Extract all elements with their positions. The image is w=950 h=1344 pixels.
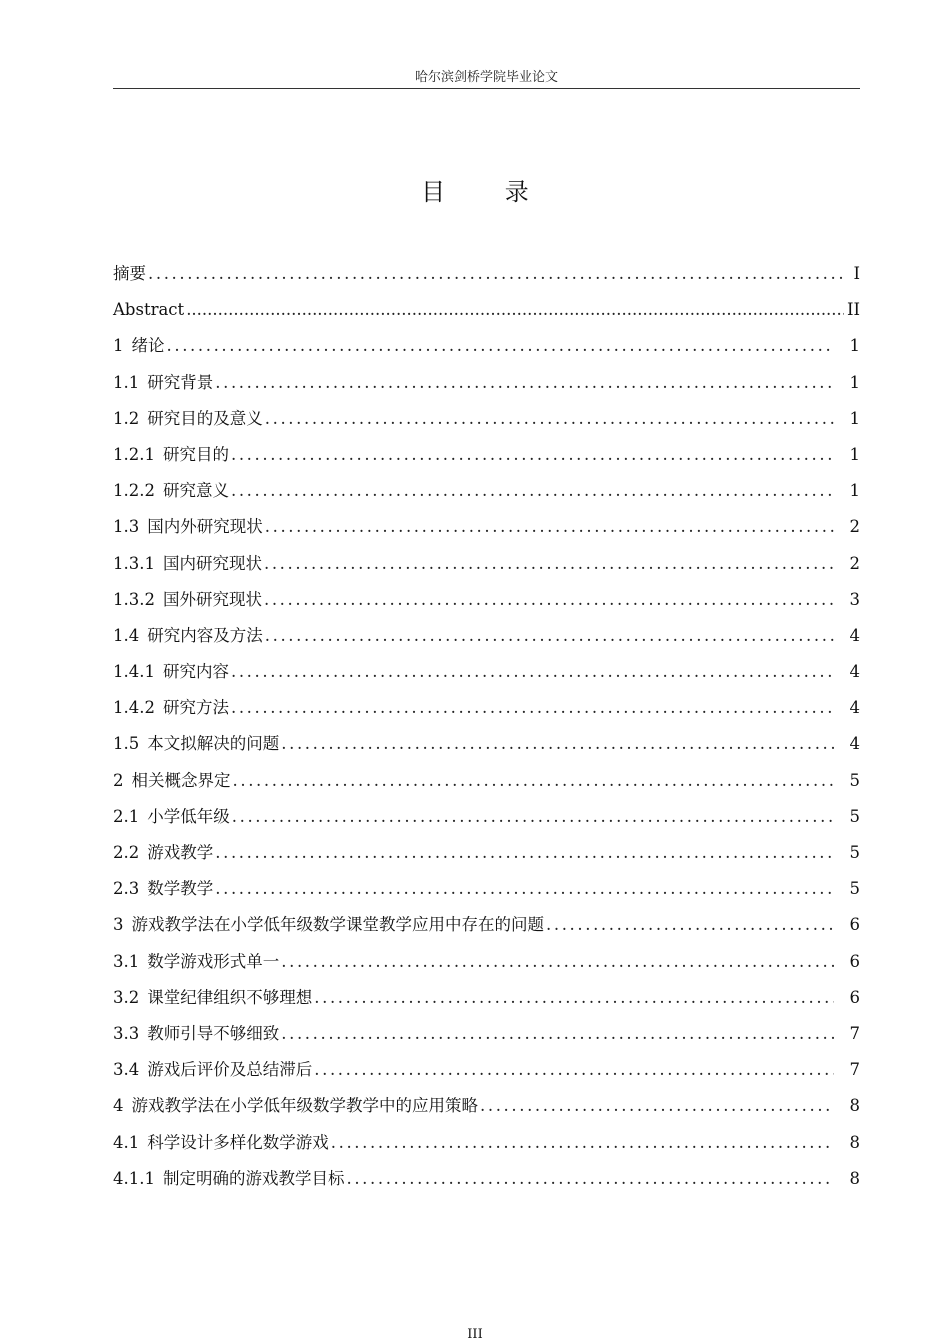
toc-entry[interactable] [113, 980, 860, 1016]
toc-entry[interactable] [113, 1161, 860, 1197]
leader-dots [265, 401, 834, 437]
toc-entry-page: 1 [849, 408, 860, 428]
toc-entry-label: 课堂纪律组织不够理想 [147, 987, 313, 1007]
leader-dots [265, 618, 834, 654]
toc-entry[interactable] [113, 509, 860, 545]
toc-entry-number: 4 [113, 1096, 124, 1116]
leader-dots [281, 944, 834, 980]
leader-dots [148, 256, 844, 292]
toc-entry-page: 8 [849, 1168, 860, 1188]
leader-dots [346, 1161, 834, 1197]
toc-entry[interactable] [113, 763, 860, 799]
toc-entry-label: 摘要 [113, 264, 146, 283]
toc-entry-number: 1.3.1 [113, 553, 155, 573]
toc-entry[interactable] [113, 835, 860, 871]
table-of-contents [113, 256, 860, 1197]
toc-entry-page: 1 [849, 481, 860, 501]
toc-entry-page: 5 [849, 843, 860, 862]
toc-entry[interactable] [113, 365, 860, 401]
toc-entry-label: 游戏后评价及总结滞后 [147, 1060, 313, 1080]
toc-entry-number: 3.4 [113, 1060, 140, 1080]
toc-entry-number: 1 [113, 336, 124, 356]
header-rule [113, 88, 860, 89]
toc-entry[interactable] [113, 1088, 860, 1124]
toc-entry-page: 4 [849, 698, 860, 718]
toc-entry-label: 本文拟解决的问题 [147, 734, 280, 754]
toc-entry-page: 8 [849, 1096, 860, 1116]
leader-dots [231, 473, 834, 509]
toc-entry-number: 1.2.2 [113, 481, 155, 501]
toc-entry[interactable] [113, 437, 860, 473]
toc-entry[interactable] [113, 582, 860, 618]
toc-entry[interactable] [113, 871, 860, 907]
toc-entry[interactable] [113, 618, 860, 654]
toc-entry-page: 4 [849, 662, 860, 682]
toc-entry-number: 1.3 [113, 517, 140, 537]
toc-entry[interactable] [113, 473, 860, 509]
leader-dots [231, 654, 834, 690]
leader-dots [231, 437, 834, 473]
toc-entry-number: 1.2.1 [113, 444, 155, 464]
toc-entry-page: 1 [849, 336, 860, 356]
toc-entry-label: 研究目的 [162, 444, 229, 464]
toc-entry-number: 2.2 [113, 843, 140, 862]
toc-entry[interactable] [113, 546, 860, 582]
toc-entry-page: II [846, 300, 860, 320]
toc-entry-label: 小学低年级 [147, 806, 230, 826]
leader-dots [546, 907, 834, 943]
toc-entry-label: 国内研究现状 [162, 553, 262, 573]
toc-entry-label: 研究内容及方法 [147, 625, 263, 645]
leader-dots [314, 980, 834, 1016]
toc-entry-label: 数学教学 [147, 879, 214, 899]
toc-entry-label: 研究背景 [147, 372, 214, 392]
toc-entry-number: 3 [113, 915, 124, 935]
toc-entry-number: 1.3.2 [113, 589, 155, 609]
toc-entry-label: 相关概念界定 [131, 770, 231, 790]
toc-entry-label: 研究意义 [162, 481, 229, 501]
leader-dots [215, 365, 834, 401]
leader-dots [215, 835, 834, 871]
toc-entry-number: 3.3 [113, 1023, 140, 1043]
toc-entry-page: 1 [849, 372, 860, 392]
toc-entry-label: Abstract [113, 300, 185, 320]
toc-entry-number: 2.3 [113, 879, 140, 899]
toc-entry-number: 3.2 [113, 987, 140, 1007]
toc-entry-number: 4.1 [113, 1132, 140, 1152]
toc-entry[interactable] [113, 726, 860, 762]
leader-dots [480, 1088, 834, 1124]
toc-entry-page: 6 [849, 915, 860, 935]
leader-dots [281, 1016, 834, 1052]
toc-entry-label: 科学设计多样化数学游戏 [147, 1132, 329, 1152]
leader-dots [265, 509, 834, 545]
toc-entry-page: 3 [849, 589, 860, 609]
leader-dots [231, 690, 834, 726]
toc-entry-page: 4 [849, 625, 860, 645]
leader-dots [167, 328, 835, 364]
leader-dots [264, 582, 834, 618]
toc-entry-number: 1.4.1 [113, 662, 155, 682]
toc-entry-label: 游戏教学法在小学低年级数学课堂教学应用中存在的问题 [131, 915, 544, 935]
toc-entry-page: 2 [849, 517, 860, 537]
toc-entry-label: 教师引导不够细致 [147, 1023, 280, 1043]
toc-entry[interactable] [113, 256, 860, 292]
toc-entry-label: 研究方法 [162, 698, 229, 718]
toc-entry[interactable] [113, 1052, 860, 1088]
toc-entry[interactable] [113, 799, 860, 835]
toc-entry[interactable] [113, 1125, 860, 1161]
leader-dots [186, 292, 844, 328]
toc-entry-page: 6 [849, 951, 860, 971]
toc-entry-number: 1.5 [113, 734, 140, 754]
page-number: III [467, 1327, 483, 1342]
running-header: 哈尔滨剑桥学院毕业论文 [414, 70, 558, 85]
toc-entry-page: 8 [849, 1132, 860, 1152]
toc-entry[interactable] [113, 690, 860, 726]
toc-entry-label: 绪论 [131, 336, 165, 356]
leader-dots [215, 871, 834, 907]
toc-entry-label: 国外研究现状 [162, 589, 262, 609]
leader-dots [264, 546, 834, 582]
toc-entry-page: 6 [849, 987, 860, 1007]
toc-entry-number: 1.2 [113, 408, 140, 428]
toc-entry[interactable] [113, 907, 860, 943]
toc-entry-label: 研究目的及意义 [147, 408, 263, 428]
toc-entry-page: 7 [849, 1023, 860, 1043]
toc-entry-label: 制定明确的游戏教学目标 [162, 1168, 345, 1188]
leader-dots [281, 726, 834, 762]
toc-entry-number: 4.1.1 [113, 1168, 155, 1188]
toc-entry-page: 7 [849, 1060, 860, 1080]
toc-entry-page: 5 [849, 770, 860, 790]
toc-entry-label: 国内外研究现状 [147, 517, 263, 537]
toc-entry[interactable] [113, 944, 860, 980]
toc-title: 目 录 [421, 178, 555, 206]
toc-entry-page: 5 [849, 806, 860, 826]
toc-entry-number: 2.1 [113, 806, 140, 826]
toc-entry-label: 研究内容 [162, 662, 229, 682]
toc-entry[interactable] [113, 328, 860, 364]
toc-entry[interactable] [113, 1016, 860, 1052]
toc-entry-label: 游戏教学法在小学低年级数学教学中的应用策略 [131, 1096, 478, 1116]
leader-dots [314, 1052, 834, 1088]
leader-dots [331, 1125, 834, 1161]
leader-dots [232, 799, 834, 835]
toc-entry-page: 2 [849, 553, 860, 573]
toc-entry[interactable] [113, 401, 860, 437]
toc-entry[interactable] [113, 292, 860, 328]
toc-entry[interactable] [113, 654, 860, 690]
leader-dots [233, 763, 835, 799]
toc-entry-number: 1.4 [113, 625, 140, 645]
toc-entry-number: 2 [113, 770, 124, 790]
toc-entry-number: 3.1 [113, 951, 140, 971]
toc-entry-label: 游戏教学 [147, 843, 214, 862]
toc-entry-label: 数学游戏形式单一 [147, 951, 280, 971]
toc-entry-number: 1.4.2 [113, 698, 155, 718]
toc-entry-page: 1 [849, 444, 860, 464]
toc-entry-number: 1.1 [113, 372, 140, 392]
toc-entry-page: 4 [849, 734, 860, 754]
toc-entry-page: I [853, 264, 860, 283]
toc-entry-page: 5 [849, 879, 860, 899]
